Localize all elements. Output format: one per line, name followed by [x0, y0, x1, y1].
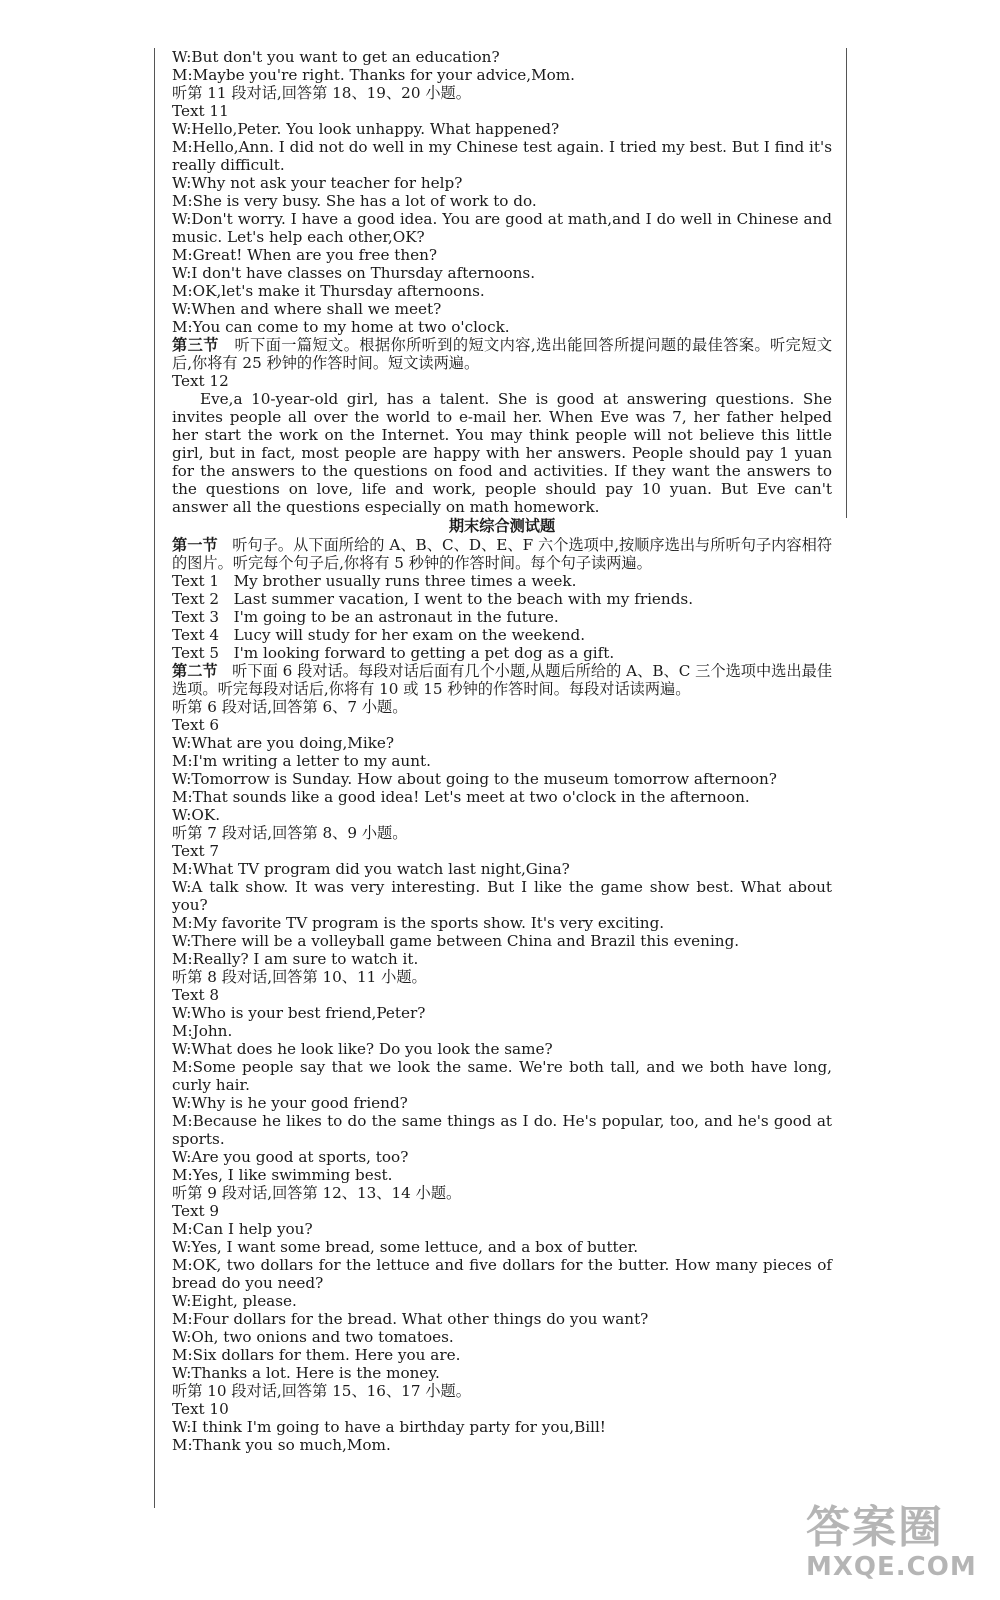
dialogue-line: Text 7	[172, 842, 220, 860]
dialogue-line: W:Thanks a lot. Here is the money.	[172, 1364, 440, 1382]
section-instruction	[172, 662, 832, 698]
dialogue-line: M:Six dollars for them. Here you are.	[172, 1346, 461, 1364]
dialogue-line: M:You can come to my home at two o'clock.	[172, 318, 510, 336]
dialogue-line: W:Why not ask your teacher for help?	[172, 174, 463, 192]
dialogue-line: M:She is very busy. She has a lot of work to do.	[172, 192, 537, 210]
text-title: Text 12	[172, 372, 229, 390]
dialogue-line: 听第 7 段对话,回答第 8、9 小题。	[172, 824, 408, 842]
dialogue-line: W:I don't have classes on Thursday afternoons.	[172, 264, 536, 282]
dialogue-line: M:That sounds like a good idea! Let's meet at two o'clock in the afternoon.	[172, 788, 750, 806]
dialogue-line: M:Four dollars for the bread. What other things do you want?	[172, 1310, 649, 1328]
dialogue-line: W:A talk show. It was very interesting. But I like the game show best. What about you?	[172, 878, 832, 914]
dialogue-line: Text 8	[172, 986, 220, 1004]
document-page	[172, 48, 832, 1454]
dialogue-line: W:When and where shall we meet?	[172, 300, 442, 318]
dialogue-line: M:Can I help you?	[172, 1220, 313, 1238]
section-instruction	[172, 536, 832, 572]
sentence-item: Text 5 I'm looking forward to getting a pet dog as a gift.	[172, 644, 615, 662]
dialogue-line: W:I think I'm going to have a birthday party for you,Bill!	[172, 1418, 606, 1436]
dialogue-line: M:Hello,Ann. I did not do well in my Chinese test again. I tried my best. But I find it's really difficult.	[172, 138, 832, 174]
sentence-item: Text 3 I'm going to be an astronaut in the future.	[172, 608, 559, 626]
dialogue-line: Text 6	[172, 716, 220, 734]
dialogue-line: M:Thank you so much,Mom.	[172, 1436, 391, 1454]
text-title: Text 11	[172, 102, 229, 120]
dialogue-line: W:What does he look like? Do you look the same?	[172, 1040, 553, 1058]
dialogue-line: Text 9	[172, 1202, 220, 1220]
question-prompt: 听第 11 段对话,回答第 18、19、20 小题。	[172, 84, 471, 102]
dialogue-line: Text 10	[172, 1400, 229, 1418]
dialogue-line: W:There will be a volleyball game between China and Brazil this evening.	[172, 932, 740, 950]
watermark-cn: 答案圈	[806, 1502, 944, 1553]
dialogue-line: M:John.	[172, 1022, 233, 1040]
sentence-item: Text 4 Lucy will study for her exam on the weekend.	[172, 626, 586, 644]
section-label: 第二节	[172, 662, 218, 680]
dialogue-line: M:OK, two dollars for the lettuce and five dollars for the butter. How many pieces of bread do you need?	[172, 1256, 832, 1292]
dialogue-line: M:Great! When are you free then?	[172, 246, 438, 264]
dialogue-line: 听第 9 段对话,回答第 12、13、14 小题。	[172, 1184, 462, 1202]
dialogue-line: W:Oh, two onions and two tomatoes.	[172, 1328, 454, 1346]
dialogue-line: M:Because he likes to do the same things as I do. He's popular, too, and he's good at sports.	[172, 1112, 832, 1148]
dialogue-line: W:Yes, I want some bread, some lettuce, and a box of butter.	[172, 1238, 639, 1256]
dialogue-line: M:My favorite TV program is the sports show. It's very exciting.	[172, 914, 665, 932]
dialogue-line: M:OK,let's make it Thursday afternoons.	[172, 282, 485, 300]
section-instruction-text: 听句子。从下面所给的 A、B、C、D、E、F 六个选项中,按顺序选出与所听句子内容相符的图片。听完每个句子后,你将有 5 秒钟的作答时间。每个句子读两遍。	[172, 536, 833, 572]
dialogue-line: W:Eight, please.	[172, 1292, 297, 1310]
dialogue-line: W:Why is he your good friend?	[172, 1094, 408, 1112]
dialogue-list	[172, 698, 832, 1454]
section-instruction	[172, 336, 832, 372]
exam-title: 期末综合测试题	[448, 517, 556, 535]
sentence-item: Text 1 My brother usually runs three times a week.	[172, 572, 577, 590]
watermark-en: MXQE.COM	[806, 1552, 977, 1582]
section-instruction-text: 听下面 6 段对话。每段对话后面有几个小题,从题后所给的 A、B、C 三个选项中选出最佳选项。听完每段对话后,你将有 10 或 15 秒钟的作答时间。每段对话读两遍。	[172, 662, 833, 698]
watermark-logo	[806, 1504, 996, 1596]
dialogue-line: M:Yes, I like swimming best.	[172, 1166, 393, 1184]
dialogue-line: 听第 10 段对话,回答第 15、16、17 小题。	[172, 1382, 471, 1400]
dialogue-line: 听第 8 段对话,回答第 10、11 小题。	[172, 968, 427, 986]
section-label: 第一节	[172, 536, 218, 554]
dialogue-line: W:Who is your best friend,Peter?	[172, 1004, 426, 1022]
dialogue-line: W:Tomorrow is Sunday. How about going to the museum tomorrow afternoon?	[172, 770, 777, 788]
dialogue-line: 听第 6 段对话,回答第 6、7 小题。	[172, 698, 408, 716]
dialogue-line: M:Really? I am sure to watch it.	[172, 950, 419, 968]
dialogue-line: M:Some people say that we look the same. We're both tall, and we both have long, curly hair.	[172, 1058, 832, 1094]
dialogue-line: W:What are you doing,Mike?	[172, 734, 395, 752]
dialogue-line: W:Are you good at sports, too?	[172, 1148, 409, 1166]
dialogue-line: W:OK.	[172, 806, 221, 824]
section-instruction-text: 听下面一篇短文。根据你所听到的短文内容,选出能回答所提问题的最佳答案。听完短文后,你将有 25 秒钟的作答时间。短文读两遍。	[172, 336, 833, 372]
dialogue-line: W:Hello,Peter. You look unhappy. What happened?	[172, 120, 560, 138]
section-label: 第三节	[172, 336, 219, 354]
dialogue-line: M:I'm writing a letter to my aunt.	[172, 752, 431, 770]
sentence-item: Text 2 Last summer vacation, I went to the beach with my friends.	[172, 590, 694, 608]
dialogue-line: M:Maybe you're right. Thanks for your advice,Mom.	[172, 66, 576, 84]
dialogue-line: M:What TV program did you watch last night,Gina?	[172, 860, 570, 878]
dialogue-line: W:Don't worry. I have a good idea. You are good at math,and I do well in Chinese and music. Let's help each other,OK?	[172, 210, 832, 246]
reading-passage: Eve,a 10-year-old girl, has a talent. She is good at answering questions. She invites people all over the world to e-mail her. When Eve was 7, her father helped her start the work on the Internet. You may think people will not believe this little girl, but in fact, most people are happy with her answers. People should pay 1 yuan for the answers to the questions on food and activities. If they want the answers to the questions on love, life and work, people should pay 10 yuan. But Eve can't answer all the questions especially on math homework.	[172, 390, 832, 516]
dialogue-line: W:But don't you want to get an education?	[172, 48, 500, 66]
right-margin-rule	[846, 48, 847, 518]
left-margin-rule	[154, 48, 155, 1508]
